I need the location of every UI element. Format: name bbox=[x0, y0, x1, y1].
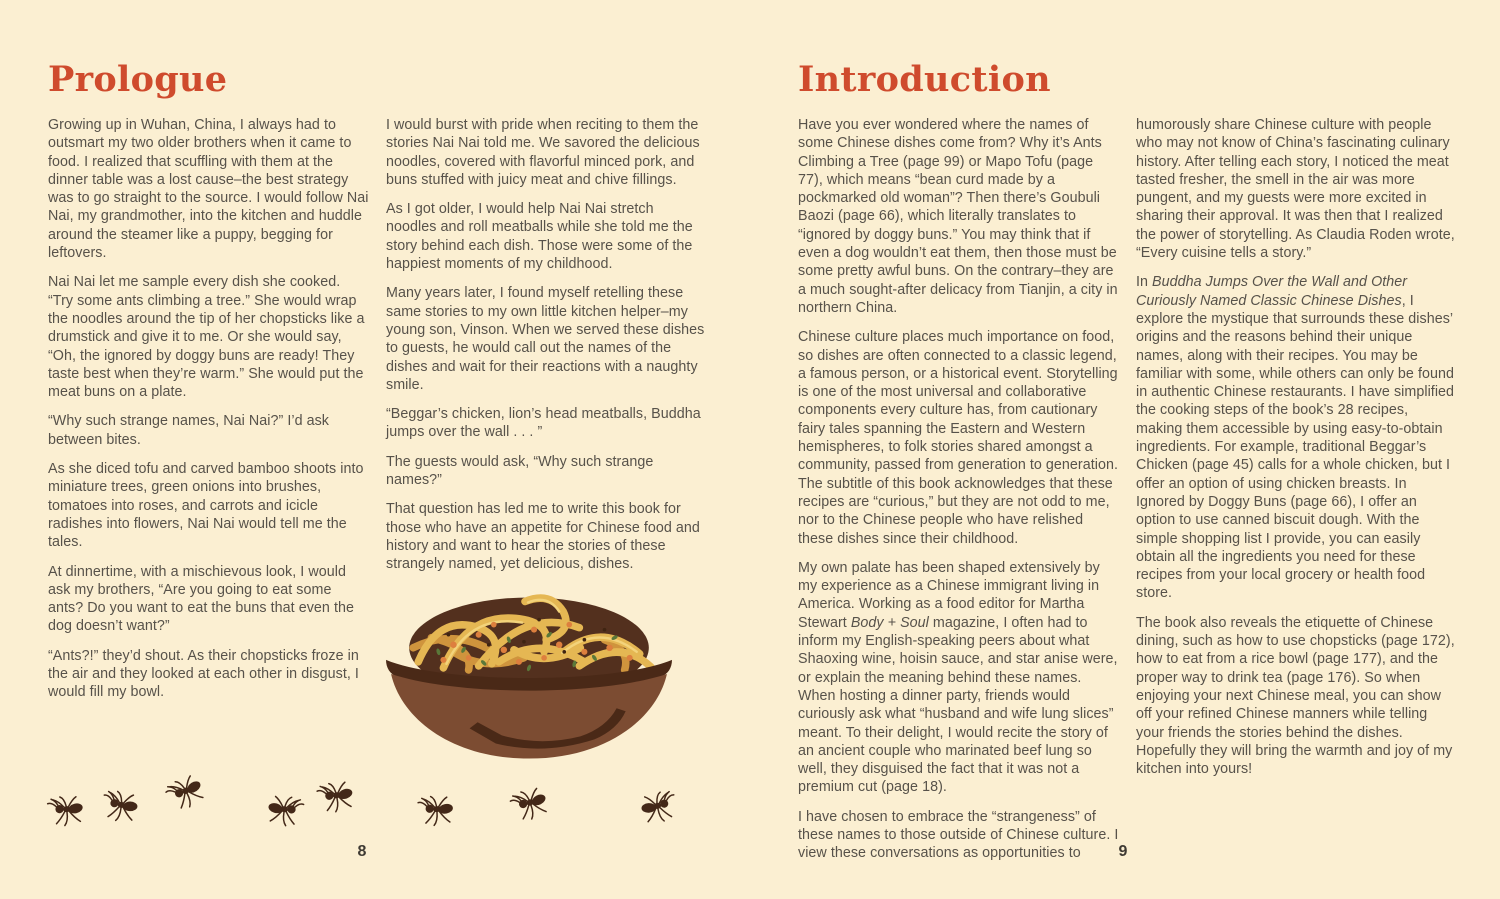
prologue-title: Prologue bbox=[48, 59, 228, 101]
paragraph: As she diced tofu and carved bamboo shoots into miniature trees, green onions into brushes, tomatoes into roses, and carrots and icicle radishes into flowers, Nai Nai would tell me the tales. bbox=[48, 461, 364, 551]
introduction-page bbox=[750, 0, 1500, 899]
paragraph: I would burst with pride when reciting to them the stories Nai Nai told me. We savored the delicious noodles, covered with flavorful minced pork, and buns stuffed with juicy meat and chive fillings. bbox=[386, 117, 700, 188]
ant-icon bbox=[415, 793, 462, 831]
paragraph: My own palate has been shaped extensively by my experience as a Chinese immigrant living in America. Working as a food editor for Martha Stewart Body + Soul magazine, I often had to inform my English-speaking peers about what Shaoxing wine, hoisin sauce, and star anise were, or explain the meaning behind these names. When hosting a dinner party, friends would curiously ask what “husband and wife lung slices” meant. To their delight, I would recite the story of an ancient couple who marinated beef lung so well, they disguised the fact that it was not a premium cut (page 18). bbox=[798, 559, 1118, 796]
ant-icon bbox=[258, 791, 307, 832]
paragraph: “Ants?!” they’d shout. As their chopsticks froze in the air and they looked at each other in disgust, I would fill my bowl. bbox=[48, 647, 359, 701]
paragraph: Have you ever wondered where the names of some Chinese dishes come from? Why it’s Ants Climbing a Tree (page 99) or Mapo Tofu (page 77), which means “bean curd made by a pockmarked old woman”? Then there’s Goubuli Baozi (page 66), which literally translates to “ignored by doggy buns.” You may think that if even a dog wouldn’t eat them, then those must be some pretty awful buns. On the contrary–they are a much sought-after delicacy from Tianjin, a city in northern China. bbox=[798, 117, 1118, 316]
paragraph: Many years later, I found myself retelling these same stories to my own little kitchen helper–my young son, Vinson. When we served these dishes to guests, he would call out the names of the dishes and wait for their reactions with a naughty smile. bbox=[386, 285, 705, 393]
paragraph: As I got older, I would help Nai Nai stretch noodles and roll meatballs while she told me the story behind each dish. Those were some of the happiest moments of my childhood. bbox=[386, 201, 693, 273]
ant-icon bbox=[506, 782, 559, 829]
ant-icon bbox=[632, 788, 681, 829]
introduction-column-1 bbox=[798, 116, 1119, 874]
paragraph: “Why such strange names, Nai Nai?” I’d ask between bites. bbox=[48, 413, 329, 448]
prologue-column-1 bbox=[48, 116, 369, 713]
prologue-column-2 bbox=[386, 116, 707, 585]
paragraph: Chinese culture places much importance on food, so dishes are often connected to a classic legend, a famous person, or a historical event. Storytelling is one of the most universal and collaborative components every culture has, from cautionary fairy tales spanning the Eastern and Western hemispheres, to folk stories shared amongst a community, passed from generation to generation. The subtitle of this book acknowledges that these recipes are “curious,” but they are not odd to me, nor to the Chinese people who have relished these dishes since their childhood. bbox=[798, 329, 1119, 547]
noodle-bowl-icon bbox=[383, 589, 675, 769]
paragraph: Nai Nai let me sample every dish she cooked. “Try some ants climbing a tree.” She would wrap the noodles around the tip of her chopsticks like a drumstick and give it to me. Or she would say, “Oh, the ignored by doggy buns are ready! They taste best when they’re warm.” She would put the meat buns on a plate. bbox=[48, 274, 365, 401]
ant-icon bbox=[44, 792, 92, 832]
ant-icon bbox=[98, 789, 145, 827]
paragraph: “Beggar’s chicken, lion’s head meatballs, Buddha jumps over the wall . . . ” bbox=[386, 406, 701, 441]
ant-icon bbox=[161, 768, 216, 819]
page-number-right: 9 bbox=[1118, 843, 1128, 860]
paragraph: I have chosen to embrace the “strangeness” of these names to those outside of Chinese culture. I view these conversations as opportunities to bbox=[798, 808, 1119, 862]
paragraph: At dinnertime, with a mischievous look, I would ask my brothers, “Are you going to eat some ants? Do you want to eat the buns that even the dog doesn’t want?” bbox=[48, 563, 354, 635]
paragraph: In Buddha Jumps Over the Wall and Other Curiously Named Classic Chinese Dishes, I explore the mystique that surrounds these dishes’ origins and the reasons behind their unique names, along with their recipes. You may be familiar with some, while others can only be found in authentic Chinese restaurants. I have simplified the cooking steps of the book’s 28 recipes, making them accessible by using easy-to-obtain ingredients. For example, traditional Beggar’s Chicken (page 45) calls for a whole chicken, but I offer an option of using chicken breasts. In Ignored by Doggy Buns (page 66), I offer an option to use canned biscuit dough. With the simple shopping list I provide, you can easily obtain all the ingredients you need for these recipes from your local grocery or health food store. bbox=[1136, 274, 1455, 602]
introduction-column-2 bbox=[1136, 116, 1457, 789]
introduction-title: Introduction bbox=[798, 59, 1051, 101]
ant-icon bbox=[313, 777, 363, 819]
paragraph: humorously share Chinese culture with people who may not know of China’s fascinating culinary history. After telling each story, I noticed the meat tasted fresher, the smell in the air was more pungent, and my guests were more excited in sharing their approval. It was then that I realized the power of storytelling. As Claudia Roden wrote, “Every cuisine tells a story.” bbox=[1136, 117, 1455, 262]
paragraph: The guests would ask, “Why such strange names?” bbox=[386, 453, 654, 489]
paragraph: That question has led me to write this book for those who have an appetite for Chinese food and history and want to hear the stories of these strangely named, yet delicious, dishes. bbox=[386, 501, 700, 573]
page-number-left: 8 bbox=[357, 843, 367, 860]
paragraph: The book also reveals the etiquette of Chinese dining, such as how to use chopsticks (page 172), how to eat from a rice bowl (page 177), and the proper way to drink tea (page 176). So when enjoying your next Chinese meal, you can show off your refined Chinese manners while telling your friends the stories behind the dishes. Hopefully they will bring the warmth and joy of my kitchen into yours! bbox=[1136, 614, 1455, 778]
paragraph: Growing up in Wuhan, China, I always had to outsmart my two older brothers when it came to food. I realized that scuffling with them at the dinner table was a lost cause–the best strategy was to go straight to the source. I would follow Nai Nai, my grandmother, into the kitchen and huddle around the steamer like a puppy, begging for leftovers. bbox=[48, 117, 369, 262]
